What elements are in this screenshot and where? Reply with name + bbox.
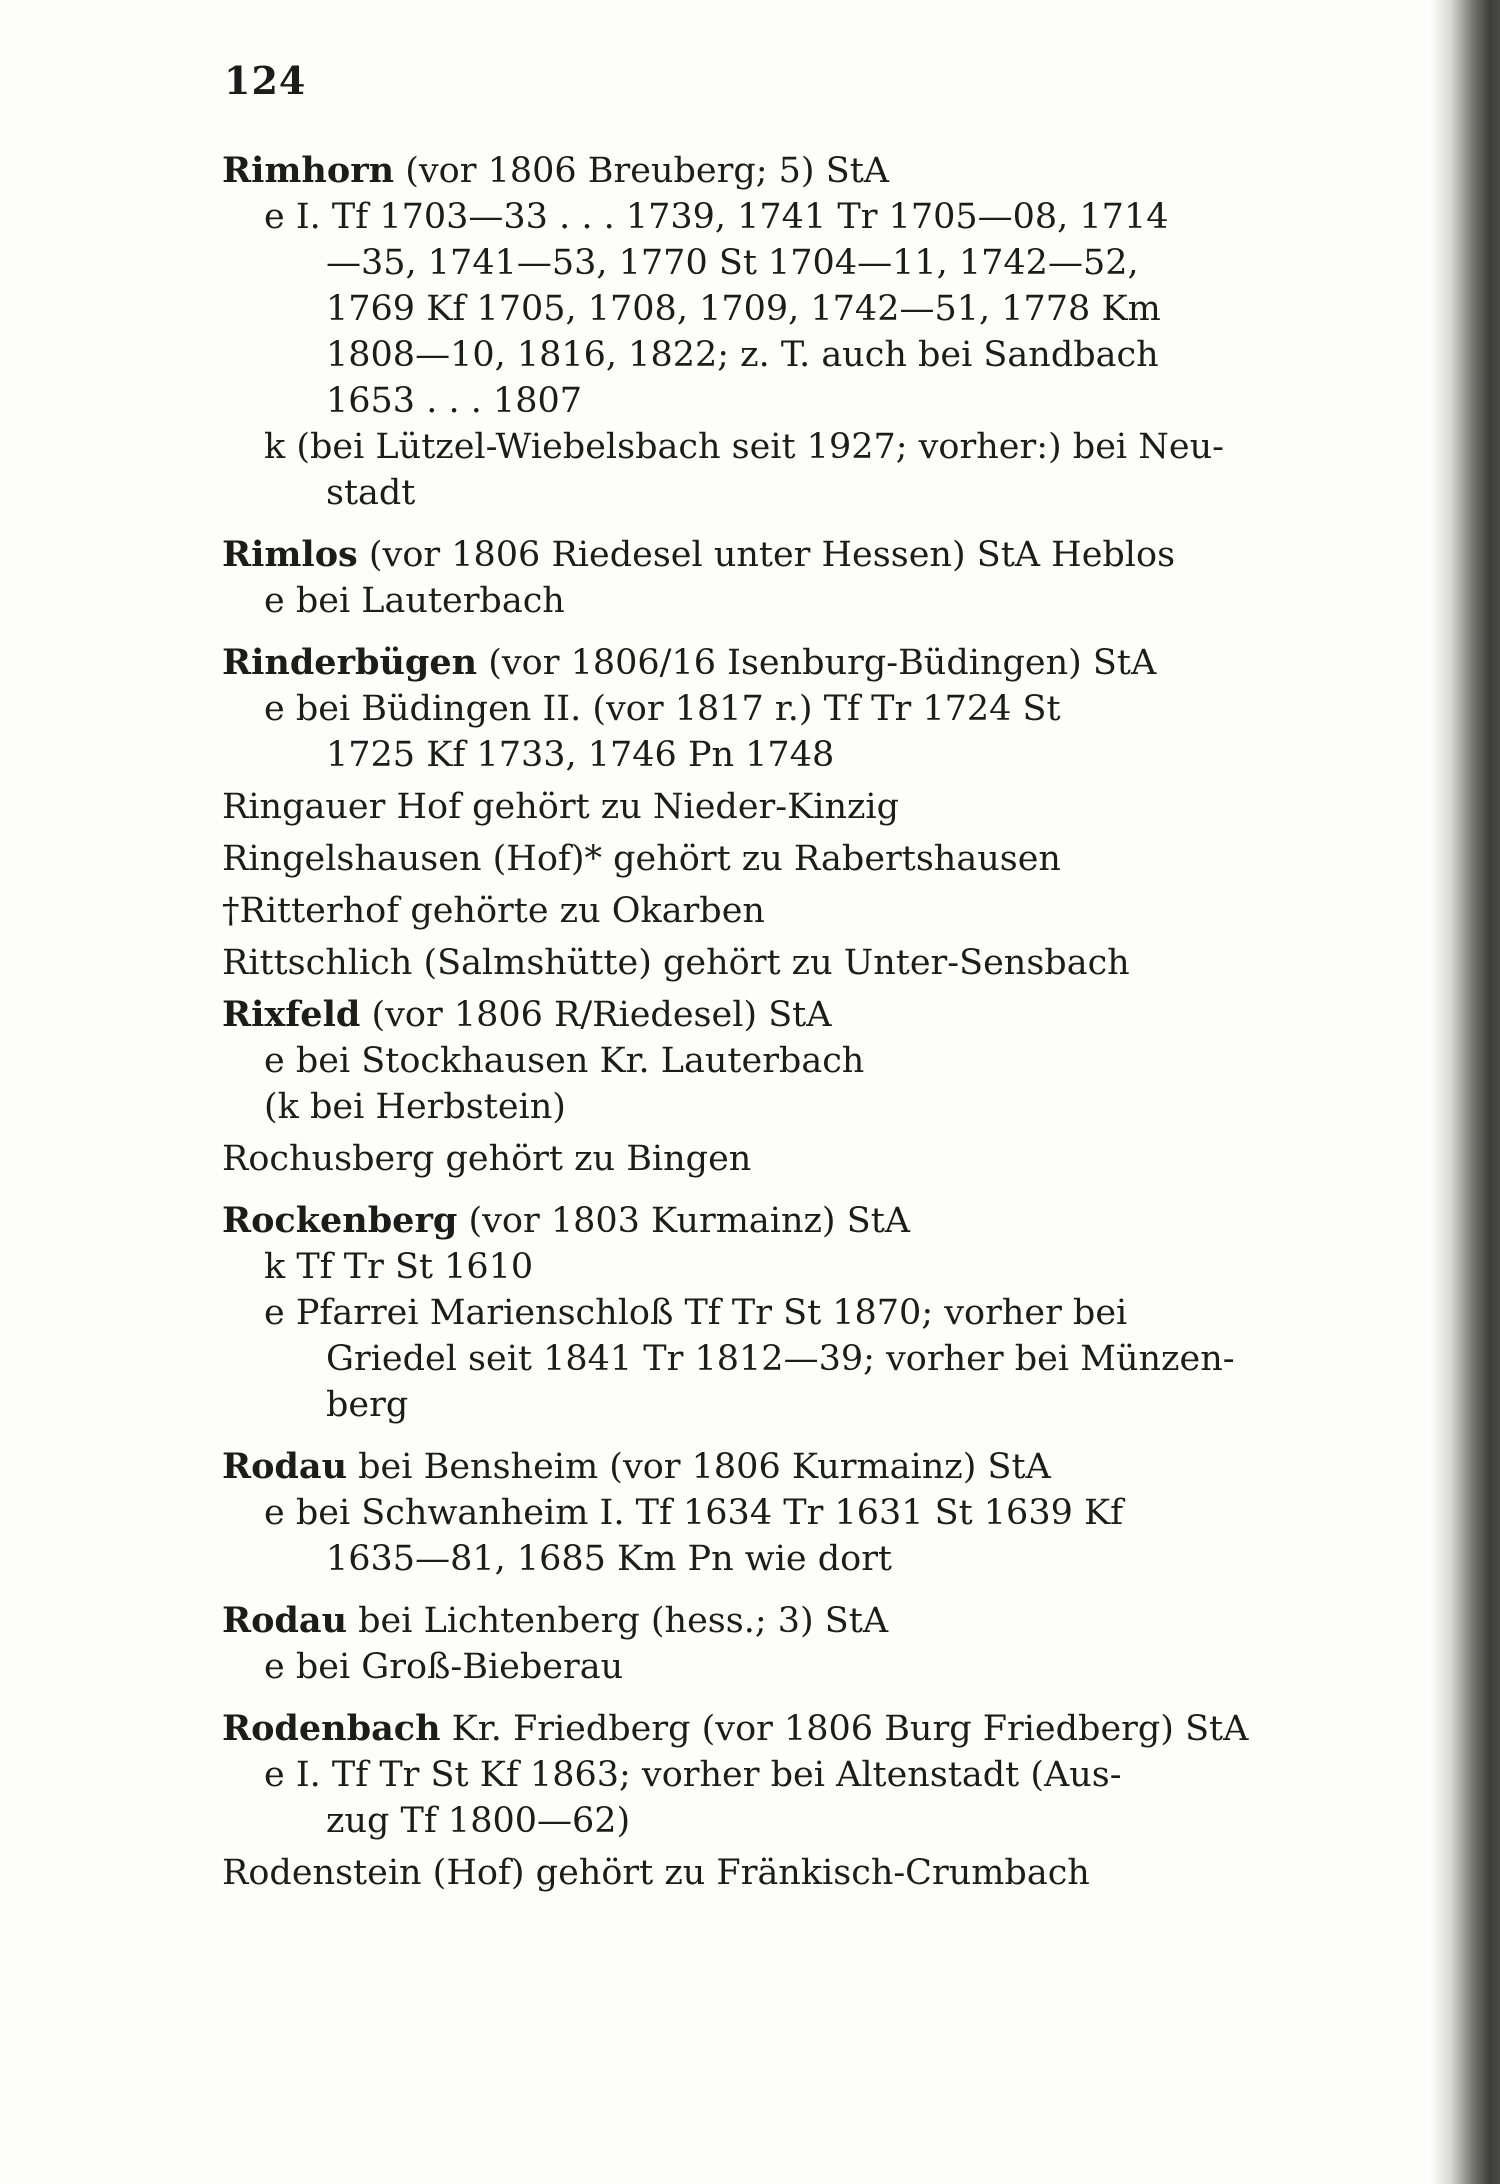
entry-ritterhof (222, 888, 1298, 934)
entry-headword: Rodau (222, 1600, 348, 1641)
entry-rinderbuegen (222, 640, 1298, 778)
entry-rixfeld (222, 992, 1298, 1130)
entry-rodenbach (222, 1706, 1298, 1844)
entry-headword: Rimhorn (222, 150, 395, 191)
entry-detail-line: e bei Büdingen II. (vor 1817 r.) Tf Tr 1724 St (264, 689, 1061, 729)
page-number: 124 (224, 58, 307, 103)
entry-description: (vor 1806 Breuberg; 5) StA (394, 151, 890, 191)
entry-description: (vor 1803 Kurmainz) StA (457, 1201, 911, 1241)
entry-headline (222, 1444, 1298, 1490)
entry-description: bei Lichtenberg (hess.; 3) StA (347, 1601, 889, 1641)
cross-reference-line: Rodenstein (Hof) gehört zu Fränkisch-Crumbach (222, 1853, 1090, 1893)
entry-detail-line: stadt (326, 473, 416, 513)
entry-detail-line: e Pfarrei Marienschloß Tf Tr St 1870; vorher bei (264, 1293, 1128, 1333)
entry-rochusberg (222, 1136, 1298, 1182)
entry-rodau-lichtenberg (222, 1598, 1298, 1690)
entry-description: (vor 1806 Riedesel unter Hessen) StA Heblos (357, 535, 1176, 575)
entry-rodenstein (222, 1850, 1298, 1896)
entry-detail-line: 1725 Kf 1733, 1746 Pn 1748 (326, 735, 835, 775)
gazetteer-entries (222, 148, 1298, 1902)
entry-detail-line: e bei Schwanheim I. Tf 1634 Tr 1631 St 1639 Kf (264, 1493, 1124, 1533)
entry-detail-line: e bei Stockhausen Kr. Lauterbach (264, 1041, 865, 1081)
entry-detail-line: (k bei Herbstein) (264, 1087, 566, 1127)
entry-description: bei Bensheim (vor 1806 Kurmainz) StA (347, 1447, 1051, 1487)
entry-headword: Rixfeld (222, 994, 361, 1035)
entry-headword: Rodenbach (222, 1708, 441, 1749)
entry-headword: Rodau (222, 1446, 348, 1487)
entry-detail-line: —35, 1741—53, 1770 St 1704—11, 1742—52, (326, 243, 1139, 283)
entry-headword: Rimlos (222, 534, 358, 575)
entry-headline (222, 640, 1298, 686)
entry-detail-line: 1808—10, 1816, 1822; z. T. auch bei Sandbach (326, 335, 1159, 375)
entry-detail-line: k Tf Tr St 1610 (264, 1247, 534, 1287)
entry-detail-line: k (bei Lützel-Wiebelsbach seit 1927; vorher:) bei Neu- (264, 427, 1224, 467)
cross-reference-line: Ringelshausen (Hof)* gehört zu Rabertshausen (222, 839, 1061, 879)
entry-headword: Rinderbügen (222, 642, 478, 683)
entry-description: (vor 1806/16 Isenburg-Büdingen) StA (477, 643, 1157, 683)
entry-headline (222, 1598, 1298, 1644)
entry-detail-line: 1653 . . . 1807 (326, 381, 583, 421)
entry-detail-line: e bei Lauterbach (264, 581, 565, 621)
entry-ringauer-hof (222, 784, 1298, 830)
entry-rimhorn (222, 148, 1298, 516)
entry-detail-line: 1769 Kf 1705, 1708, 1709, 1742—51, 1778 Km (326, 289, 1161, 329)
entry-detail-line: zug Tf 1800—62) (326, 1801, 631, 1841)
entry-detail-line: e I. Tf Tr St Kf 1863; vorher bei Altenstadt (Aus- (264, 1755, 1122, 1795)
entry-detail-line: e I. Tf 1703—33 . . . 1739, 1741 Tr 1705—08, 1714 (264, 197, 1169, 237)
entry-detail-line: Griedel seit 1841 Tr 1812—39; vorher bei Münzen- (326, 1339, 1235, 1379)
entry-detail-line: e bei Groß-Bieberau (264, 1647, 624, 1687)
entry-headline (222, 1706, 1298, 1752)
entry-rockenberg (222, 1198, 1298, 1428)
entry-ringelshausen (222, 836, 1298, 882)
entry-headword: Rockenberg (222, 1200, 458, 1241)
entry-headline (222, 532, 1298, 578)
entry-headline (222, 148, 1298, 194)
entry-rimlos (222, 532, 1298, 624)
book-spine-shadow (1430, 0, 1500, 2184)
entry-description: Kr. Friedberg (vor 1806 Burg Friedberg) StA (440, 1709, 1249, 1749)
cross-reference-line: Rittschlich (Salmshütte) gehört zu Unter-Sensbach (222, 943, 1130, 983)
entry-headline (222, 992, 1298, 1038)
entry-description: (vor 1806 R/Riedesel) StA (360, 995, 832, 1035)
entry-detail-line: 1635—81, 1685 Km Pn wie dort (326, 1539, 892, 1579)
cross-reference-line: Rochusberg gehört zu Bingen (222, 1139, 752, 1179)
entry-headline (222, 1198, 1298, 1244)
cross-reference-line: †Ritterhof gehörte zu Okarben (222, 891, 765, 931)
entry-rittschlich (222, 940, 1298, 986)
cross-reference-line: Ringauer Hof gehört zu Nieder-Kinzig (222, 787, 900, 827)
entry-detail-line: berg (326, 1385, 409, 1425)
entry-rodau-bensheim (222, 1444, 1298, 1582)
